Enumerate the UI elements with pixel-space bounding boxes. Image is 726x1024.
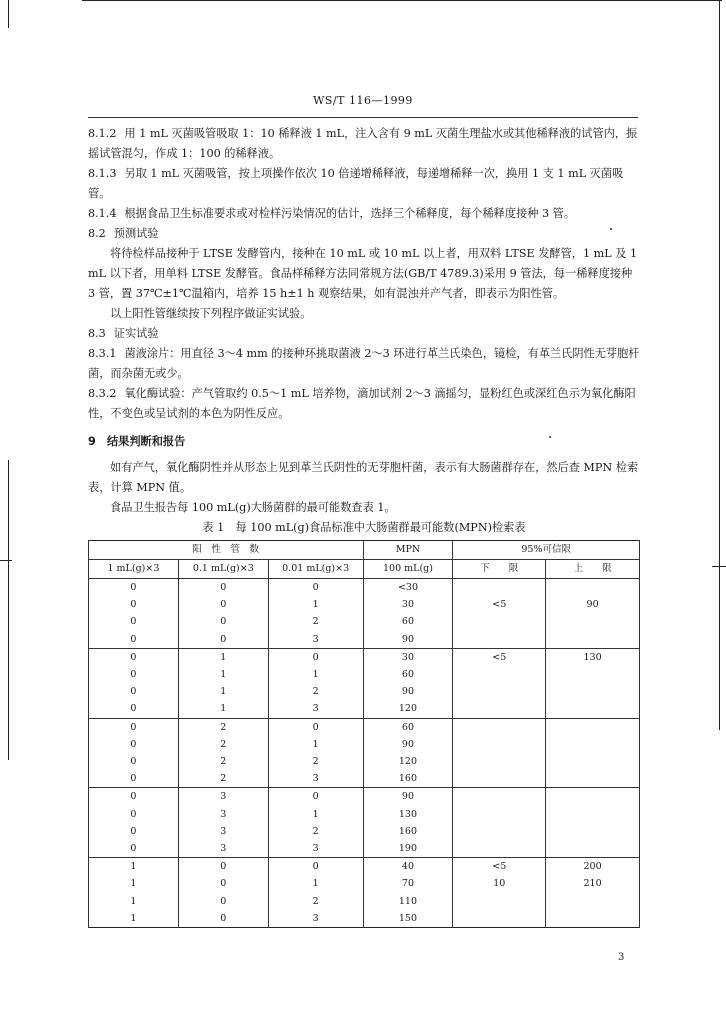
cell-001ml: 3 <box>268 910 363 928</box>
cell-01ml: 2 <box>178 736 268 753</box>
cell-01ml: 0 <box>178 631 268 649</box>
cell-mpn: 30 <box>363 596 453 613</box>
table-row <box>89 770 640 788</box>
clause-8-3-1: 8.3.1 菌液涂片：用直径 3～4 mm 的接种环挑取菌液 2～3 环进行革兰氏染色，镜检，有革兰氏阴性无芽胞杆菌，而杂菌无或少。 <box>88 347 640 380</box>
cell-upper <box>546 700 640 718</box>
table-row <box>89 858 640 876</box>
cell-lower: <5 <box>453 858 546 876</box>
cell-upper <box>546 666 640 683</box>
cell-001ml: 2 <box>268 823 363 840</box>
cell-lower <box>453 683 546 700</box>
cell-1ml: 1 <box>89 875 179 892</box>
cell-1ml: 0 <box>89 753 179 770</box>
table-row <box>89 875 640 892</box>
cell-lower: <5 <box>453 648 546 666</box>
mpn-table <box>88 540 640 928</box>
cell-001ml: 3 <box>268 770 363 788</box>
cell-lower <box>453 823 546 840</box>
cell-upper <box>546 613 640 630</box>
cell-mpn: 90 <box>363 788 453 806</box>
table-row <box>89 596 640 613</box>
table-row <box>89 579 640 597</box>
cell-mpn: 40 <box>363 858 453 876</box>
clause-8-2-followup: 以上阳性管继续按下列程序做证实试验。 <box>110 307 312 320</box>
header-mpn: MPN <box>363 541 453 560</box>
cell-001ml: 0 <box>268 579 363 597</box>
cell-mpn: 120 <box>363 753 453 770</box>
cell-01ml: 0 <box>178 579 268 597</box>
cell-001ml: 0 <box>268 718 363 736</box>
document-body <box>88 124 640 928</box>
cell-1ml: 0 <box>89 613 179 630</box>
cell-001ml: 2 <box>268 893 363 910</box>
cell-upper <box>546 683 640 700</box>
cell-01ml: 2 <box>178 770 268 788</box>
cell-mpn: 30 <box>363 648 453 666</box>
cell-lower: 10 <box>453 875 546 892</box>
cell-001ml: 1 <box>268 736 363 753</box>
cell-lower <box>453 736 546 753</box>
cell-001ml: 3 <box>268 840 363 858</box>
cell-upper <box>546 718 640 736</box>
cell-001ml: 0 <box>268 788 363 806</box>
cell-01ml: 2 <box>178 753 268 770</box>
cell-01ml: 3 <box>178 806 268 823</box>
cell-upper <box>546 736 640 753</box>
table-row <box>89 648 640 666</box>
cell-001ml: 2 <box>268 683 363 700</box>
table-row <box>89 910 640 928</box>
cell-01ml: 1 <box>178 683 268 700</box>
cell-1ml: 0 <box>89 770 179 788</box>
scan-edge-right <box>719 0 720 730</box>
cell-01ml: 3 <box>178 788 268 806</box>
cell-1ml: 0 <box>89 700 179 718</box>
cell-lower <box>453 770 546 788</box>
table-row <box>89 823 640 840</box>
table-row <box>89 700 640 718</box>
cell-upper <box>546 753 640 770</box>
clause-8-3-heading: 8.3 证实试验 <box>88 327 159 340</box>
cell-1ml: 0 <box>89 718 179 736</box>
cell-001ml: 2 <box>268 613 363 630</box>
cell-1ml: 1 <box>89 893 179 910</box>
cell-1ml: 0 <box>89 788 179 806</box>
cell-lower <box>453 613 546 630</box>
cell-1ml: 0 <box>89 631 179 649</box>
cell-mpn: 60 <box>363 613 453 630</box>
table-row <box>89 806 640 823</box>
cell-upper <box>546 770 640 788</box>
cell-01ml: 0 <box>178 858 268 876</box>
cell-upper: 90 <box>546 596 640 613</box>
cell-upper <box>546 910 640 928</box>
mpn-table-body <box>89 579 640 928</box>
cell-001ml: 1 <box>268 875 363 892</box>
table-row <box>89 718 640 736</box>
cell-upper <box>546 631 640 649</box>
cell-1ml: 0 <box>89 806 179 823</box>
cell-001ml: 3 <box>268 631 363 649</box>
cell-1ml: 1 <box>89 910 179 928</box>
cell-1ml: 0 <box>89 683 179 700</box>
cell-upper <box>546 823 640 840</box>
section-9-para-1: 如有产气，氧化酶阴性并从形态上见到革兰氏阴性的无芽胞杆菌，表示有大肠菌群存在，然后查 MPN 检索表，计算 MPN 值。 <box>88 461 639 494</box>
header-confidence: 95%可信限 <box>453 541 640 560</box>
cell-1ml: 0 <box>89 579 179 597</box>
cell-01ml: 0 <box>178 875 268 892</box>
cell-1ml: 0 <box>89 823 179 840</box>
cell-upper <box>546 840 640 858</box>
cell-1ml: 0 <box>89 736 179 753</box>
cell-mpn: 90 <box>363 736 453 753</box>
cell-1ml: 0 <box>89 648 179 666</box>
cell-001ml: 2 <box>268 753 363 770</box>
table-row <box>89 613 640 630</box>
page-number: 3 <box>618 952 625 963</box>
cell-mpn: 190 <box>363 840 453 858</box>
cell-upper <box>546 579 640 597</box>
scan-tick-left <box>0 560 12 561</box>
cell-lower <box>453 788 546 806</box>
cell-upper <box>546 788 640 806</box>
table-row <box>89 753 640 770</box>
cell-mpn: 70 <box>363 875 453 892</box>
cell-001ml: 1 <box>268 596 363 613</box>
scan-edge-top <box>82 0 722 1</box>
table-row <box>89 666 640 683</box>
cell-01ml: 0 <box>178 910 268 928</box>
document-code-header: WS/T 116—1999 <box>313 94 413 107</box>
table-row <box>89 788 640 806</box>
header-upper: 上 限 <box>546 560 640 579</box>
cell-mpn: 150 <box>363 910 453 928</box>
cell-lower <box>453 893 546 910</box>
scan-tick-right <box>712 566 726 567</box>
cell-mpn: 60 <box>363 718 453 736</box>
cell-01ml: 1 <box>178 648 268 666</box>
cell-lower <box>453 910 546 928</box>
cell-001ml: 1 <box>268 666 363 683</box>
cell-mpn: 160 <box>363 770 453 788</box>
cell-mpn: 120 <box>363 700 453 718</box>
clause-8-1-3: 8.1.3 另取 1 mL 灭菌吸管，按上项操作依次 10 倍递增稀释液，每递增稀释一次，换用 1 支 1 mL 灭菌吸管。 <box>88 167 624 200</box>
clause-8-2-body: 将待检样品接种于 LTSE 发酵管内，接种在 10 mL 或 10 mL 以上者，用双料 LTSE 发酵管，1 mL 及 1 mL 以下者，用单料 LTSE 发酵管。食品样稀释方法同常规方法(GB/T 4789.3)采用 9 管法，每一稀释度接种 3 管，置 37℃±1℃温箱内，培养 15 h±1 h 观察结果，如有混浊并产气者，即表示为阳性管。 <box>88 247 638 300</box>
clause-8-3-2: 8.3.2 氧化酶试验：产气管取约 0.5～1 mL 培养物，滴加试剂 2～3 滴摇匀，显粉红色或深红色示为氧化酶阳性，不变色或呈试剂的本色为阴性反应。 <box>88 387 636 420</box>
cell-1ml: 1 <box>89 858 179 876</box>
cell-001ml: 0 <box>268 648 363 666</box>
section-9-para-2: 食品卫生报告每 100 mL(g)大肠菌群的最可能数查表 1。 <box>110 501 396 514</box>
cell-01ml: 0 <box>178 596 268 613</box>
table-row <box>89 736 640 753</box>
cell-lower <box>453 806 546 823</box>
cell-1ml: 0 <box>89 596 179 613</box>
scan-edge-left-top <box>8 0 9 28</box>
header-positive-tubes: 阳 性 管 数 <box>89 541 364 560</box>
cell-lower <box>453 718 546 736</box>
header-mpn-unit: 100 mL(g) <box>363 560 453 579</box>
cell-mpn: 130 <box>363 806 453 823</box>
cell-01ml: 1 <box>178 700 268 718</box>
cell-01ml: 0 <box>178 613 268 630</box>
cell-lower <box>453 666 546 683</box>
header-rule <box>88 117 638 118</box>
cell-01ml: 3 <box>178 840 268 858</box>
cell-upper <box>546 893 640 910</box>
cell-001ml: 1 <box>268 806 363 823</box>
header-col-001ml: 0.01 mL(g)×3 <box>268 560 363 579</box>
cell-01ml: 2 <box>178 718 268 736</box>
cell-mpn: <30 <box>363 579 453 597</box>
cell-1ml: 0 <box>89 840 179 858</box>
header-col-01ml: 0.1 mL(g)×3 <box>178 560 268 579</box>
clause-8-2-heading: 8.2 预测试验 <box>88 227 159 240</box>
cell-lower <box>453 753 546 770</box>
cell-mpn: 60 <box>363 666 453 683</box>
cell-mpn: 90 <box>363 683 453 700</box>
clause-8-1-2: 8.1.2 用 1 mL 灭菌吸管吸取 1：10 稀释液 1 mL，注入含有 9 mL 灭菌生理盐水或其他稀释液的试管内，振摇试管混匀，作成 1：100 的稀释液。 <box>88 127 638 160</box>
cell-01ml: 1 <box>178 666 268 683</box>
cell-mpn: 90 <box>363 631 453 649</box>
cell-lower <box>453 579 546 597</box>
cell-01ml: 0 <box>178 893 268 910</box>
clause-8-1-4: 8.1.4 根据食品卫生标准要求或对检样污染情况的估计，选择三个稀释度，每个稀释度接种 3 管。 <box>88 207 576 220</box>
table-row <box>89 893 640 910</box>
cell-mpn: 160 <box>363 823 453 840</box>
cell-1ml: 0 <box>89 666 179 683</box>
cell-lower <box>453 700 546 718</box>
cell-001ml: 3 <box>268 700 363 718</box>
cell-001ml: 0 <box>268 858 363 876</box>
table-row <box>89 683 640 700</box>
cell-lower <box>453 840 546 858</box>
table-row <box>89 840 640 858</box>
cell-lower: <5 <box>453 596 546 613</box>
scan-edge-left-mid <box>8 460 9 760</box>
cell-upper <box>546 806 640 823</box>
cell-01ml: 3 <box>178 823 268 840</box>
section-9-heading: 9 结果判断和报告 <box>88 435 186 448</box>
header-col-1ml: 1 mL(g)×3 <box>89 560 179 579</box>
cell-upper: 200 <box>546 858 640 876</box>
cell-mpn: 110 <box>363 893 453 910</box>
cell-upper: 130 <box>546 648 640 666</box>
header-lower: 下 限 <box>453 560 546 579</box>
cell-lower <box>453 631 546 649</box>
table-row <box>89 631 640 649</box>
cell-upper: 210 <box>546 875 640 892</box>
table-caption: 表 1 每 100 mL(g)食品标准中大肠菌群最可能数(MPN)检索表 <box>202 521 526 534</box>
